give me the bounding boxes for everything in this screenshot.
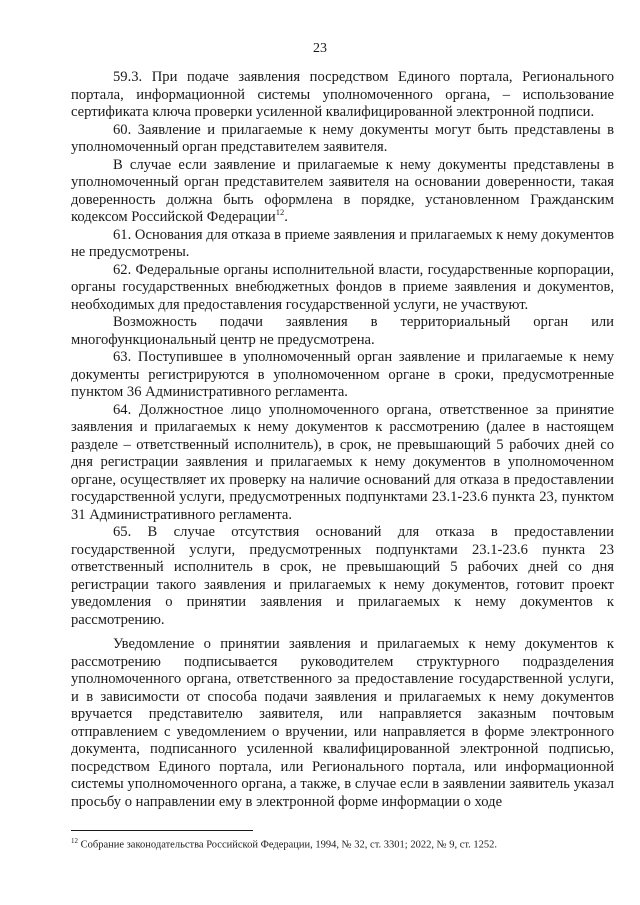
footnote-text: Собрание законодательства Российской Федерации, 1994, № 32, ст. 3301; 2022, № 9, ст. 1252.	[80, 839, 498, 851]
paragraph-end-punct: .	[284, 209, 288, 225]
paragraph-59-3: 59.3. При подаче заявления посредством Единого портала, Регионального портала, информационной системы уполномоченного органа, – использование сертификата ключа проверки усиленной квалифицированной электронной подписи.	[71, 69, 614, 120]
paragraph-62-territorial: Возможность подачи заявления в территориальный орган или многофункциональный центр не предусмотрена.	[71, 314, 614, 348]
paragraph-64: 64. Должностное лицо уполномоченного органа, ответственное за принятие заявления и прилагаемых к нему документов к рассмотрению (далее в настоящем разделе – ответственный исполнитель), в срок, не превышающий 5 рабочих дней со дня регистрации заявления и прилагаемых к нему документов в уполномоченном органе, осуществляет их проверку на наличие оснований для отказа в предоставлении государственной услуги, предусмотренных подпунктами 23.1-23.6 пункта 23, пунктом 31 Административного регламента.	[71, 401, 614, 523]
paragraph-63: 63. Поступившее в уполномоченный орган заявление и прилагаемые к нему документы регистрируются в уполномоченном органе в сроки, предусмотренные пунктом 36 Административного регламента.	[71, 349, 614, 400]
paragraph-65-notification: Уведомление о принятии заявления и прилагаемых к нему документов к рассмотрению подписывается руководителем структурного подразделения уполномоченного органа, ответственного за предоставление государственной услуги, и в зависимости от способа подачи заявления и прилагаемых к нему документов вручается представителю заявителя, или направляется заказным почтовым отправлением с уведомлением о вручении, или направляется в форме электронного документа, подписанного усиленной квалифицированной электронной подписью, посредством Единого портала, или Регионального портала, или информационной системы уполномоченного органа, а также, в случае если в заявлении заявитель указал просьбу о направлении ему в электронной форме информации о ходе	[71, 636, 614, 810]
paragraph-60-representative	[71, 157, 614, 227]
paragraph-65: 65. В случае отсутствия оснований для отказа в предоставлении государственной услуги, предусмотренных подпунктами 23.1-23.6 пункта 23 ответственный исполнитель в срок, не превышающий 5 рабочих дней со дня регистрации такого заявления и прилагаемых к нему документов, готовит проект уведомления о принятии заявления и прилагаемых к нему документов к рассмотрению.	[71, 524, 614, 628]
footnote	[71, 835, 614, 852]
footnote-mark: 12	[71, 837, 78, 845]
paragraph-61: 61. Основания для отказа в приеме заявления и прилагаемых к нему документов не предусмотрены.	[71, 226, 614, 260]
body-text	[71, 69, 614, 811]
paragraph-text: В случае если заявление и прилагаемые к нему документы представлены в уполномоченный орган представителем заявителя на основании доверенности, такая доверенность должна быть оформлена в порядке, установленном Гражданским кодексом Российской Федерации	[71, 156, 614, 225]
footnote-divider	[71, 830, 253, 831]
footnote-reference: 12	[275, 207, 285, 218]
page-number: 23	[313, 41, 327, 56]
paragraph-60: 60. Заявление и прилагаемые к нему документы могут быть представлены в уполномоченный орган представителем заявителя.	[71, 121, 614, 155]
paragraph-62: 62. Федеральные органы исполнительной власти, государственные корпорации, органы государственных внебюджетных фондов в приеме заявления и документов, необходимых для предоставления государственной услуги, не участвуют.	[71, 261, 614, 313]
